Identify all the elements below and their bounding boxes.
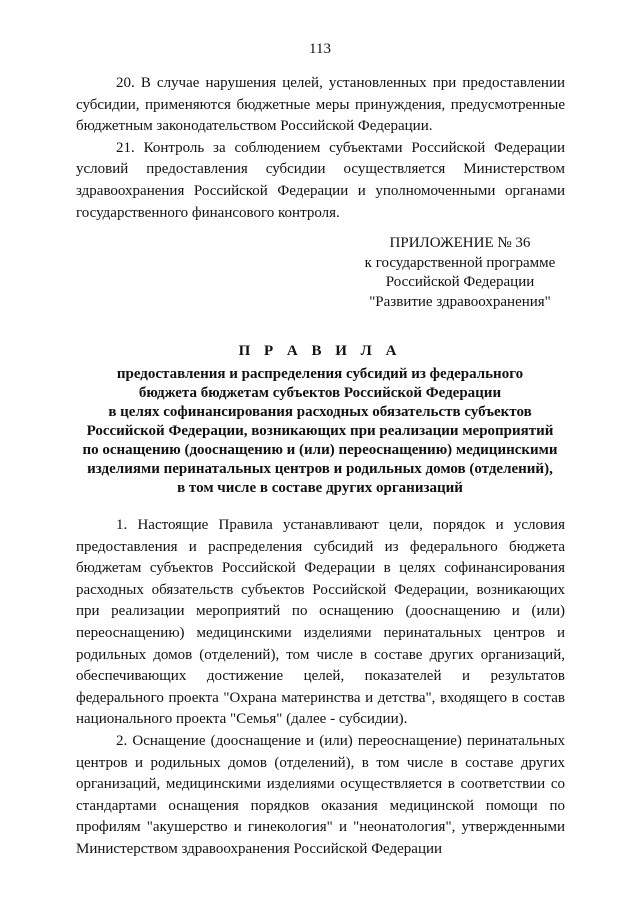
appendix-title: ПРИЛОЖЕНИЕ № 36 bbox=[389, 235, 531, 251]
appendix-line: "Развитие здравоохранения" bbox=[369, 293, 551, 310]
paragraph-20: 20. В случае нарушения целей, установленных при предоставлении субсидии, применяются бюджетные меры принуждения, предусмотренные бюджетным законодательством Российской Федерации. bbox=[76, 75, 565, 135]
paragraph-21: 21. Контроль за соблюдением субъектами Российской Федерации условий предоставления субсидии осуществляется Министерством здравоохранения Российской Федерации и уполномоченными органами государственного финансового контроля. bbox=[76, 139, 565, 221]
main-text-block bbox=[76, 515, 565, 861]
appendix-line: Российской Федерации bbox=[385, 274, 535, 290]
rules-subtitle bbox=[60, 365, 580, 498]
subtitle-line: по оснащению (дооснащению и (или) переоснащению) медицинскими bbox=[82, 442, 558, 458]
appendix-line: к государственной программе bbox=[364, 254, 556, 271]
top-text-block bbox=[76, 73, 565, 224]
subtitle-line: в том числе в составе других организаций bbox=[177, 480, 463, 496]
subtitle-line: бюджета бюджетам субъектов Российской Федерации bbox=[138, 385, 502, 401]
rules-heading: П Р А В И Л А bbox=[238, 343, 402, 359]
subtitle-line: предоставления и распределения субсидий из федерального bbox=[116, 366, 524, 382]
paragraph-1: 1. Настоящие Правила устанавливают цели, порядок и условия предоставления и распределения субсидий из федерального бюджета бюджетам субъектов Российской Федерации в целях софинансирования расходных обязательств субъектов Российской Федерации, возникающих при реализации мероприятий по оснащению (дооснащению и (или) переоснащению) медицинскими изделиями перинатальных центров и родильных домов (отделений), том числе в составе других организаций, обеспечивающих достижение целей, показателей и результатов федерального проекта "Охрана материнства и детства", входящего в состав национального проекта "Семья" (далее - субсидии). bbox=[76, 517, 565, 728]
appendix-block bbox=[340, 234, 580, 312]
subtitle-line: в целях софинансирования расходных обязательств субъектов bbox=[108, 404, 532, 420]
subtitle-line: Российской Федерации, возникающих при реализации мероприятий bbox=[86, 423, 554, 439]
page-number: 113 bbox=[309, 41, 331, 57]
subtitle-line: изделиями перинатальных центров и родильных домов (отделений), bbox=[87, 461, 553, 477]
paragraph-2: 2. Оснащение (дооснащение и (или) переоснащение) перинатальных центров и родильных домов (отделений), в том числе в составе других организаций, медицинскими изделиями осуществляется в соответствии со стандартами оснащения порядков оказания медицинской помощи по профилям "акушерство и гинекология" и "неонатология", утвержденными Министерством здравоохранения Российской Федерации bbox=[76, 732, 565, 857]
